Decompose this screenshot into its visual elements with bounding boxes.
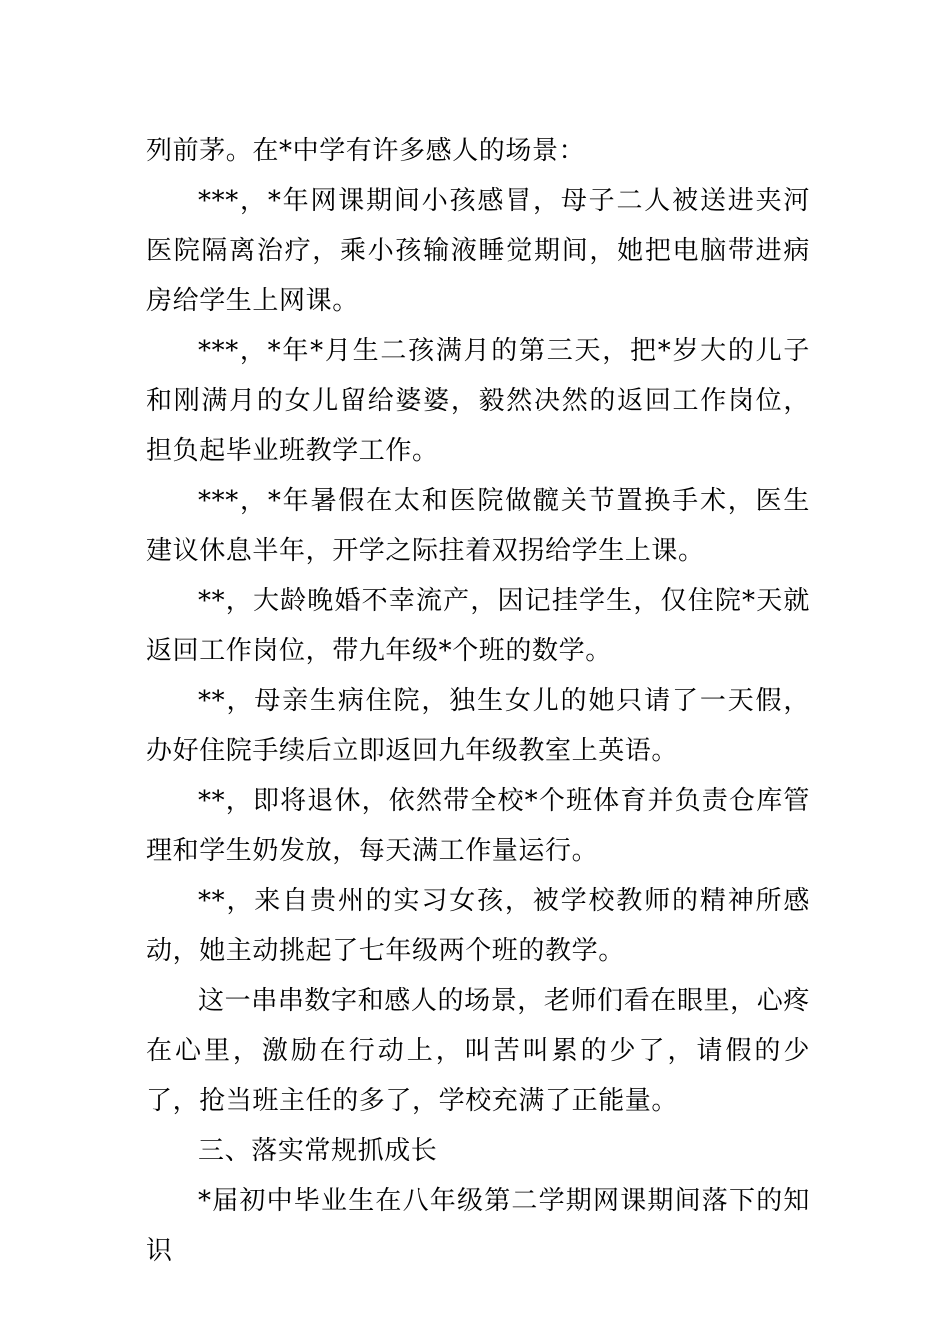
paragraph-section-start: *届初中毕业生在八年级第二学期网课期间落下的知识 xyxy=(146,1186,810,1266)
document-body xyxy=(146,126,810,1276)
paragraph-teacher-3: ***，*年暑假在太和医院做髋关节置换手术，医生建议休息半年，开学之际拄着双拐给学生上课。 xyxy=(146,486,810,566)
paragraph-teacher-5: **，母亲生病住院，独生女儿的她只请了一天假，办好住院手续后立即返回九年级教室上英语。 xyxy=(146,686,810,766)
paragraph-teacher-6: **，即将退休，依然带全校*个班体育并负责仓库管理和学生奶发放，每天满工作量运行。 xyxy=(146,786,810,866)
paragraph-teacher-7: **，来自贵州的实习女孩，被学校教师的精神所感动，她主动挑起了七年级两个班的教学。 xyxy=(146,886,810,966)
section-heading: 三、落实常规抓成长 xyxy=(198,1136,438,1166)
paragraph-continuation: 列前茅。在*中学有许多感人的场景： xyxy=(146,136,586,166)
paragraph-teacher-1: ***，*年网课期间小孩感冒，母子二人被送进夹河医院隔离治疗，乘小孩输液睡觉期间，她把电脑带进病房给学生上网课。 xyxy=(146,186,810,316)
paragraph-teacher-4: **，大龄晚婚不幸流产，因记挂学生，仅住院*天就返回工作岗位，带九年级*个班的数学。 xyxy=(146,586,810,666)
paragraph-summary: 这一串串数字和感人的场景，老师们看在眼里，心疼在心里，激励在行动上，叫苦叫累的少了，请假的少了，抢当班主任的多了，学校充满了正能量。 xyxy=(146,986,810,1116)
paragraph-teacher-2: ***，*年*月生二孩满月的第三天，把*岁大的儿子和刚满月的女儿留给婆婆，毅然决然的返回工作岗位，担负起毕业班教学工作。 xyxy=(146,336,810,466)
